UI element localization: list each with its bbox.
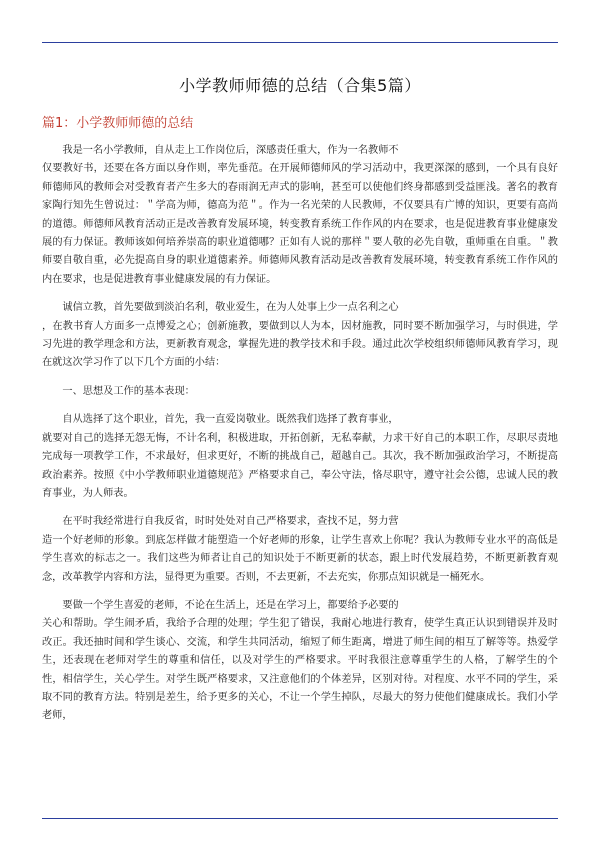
paragraph-2-first-line: 诚信立教，首先要做到淡泊名利，敬业爱生，在为人处事上少一点名利之心 (62, 302, 399, 314)
paragraph-3-body: 就要对自己的选择无怨无悔，不计名利，积极进取，开拓创新，无私奉献，力求干好自己的本职工作，尽职尽责地完成每一项教学工作，不求最好，但求更好，不断的挑战自己，超越自己。其次，我不断加强政治学习，不断提高政治素养。按照《中小学教师职业道德规范》严格要求自己，奉公守法，恪尽职守，遵守社会公德，忠诚人民的教育事业，为人师表。 (42, 432, 558, 499)
section-title: 篇1：小学教师师德的总结 (42, 116, 194, 131)
subheading-text: 一、思想及工作的基本表现： (62, 385, 195, 397)
subheading-basic-performance (42, 383, 558, 401)
footer-rule (42, 818, 558, 819)
paragraph-1 (42, 142, 558, 289)
paragraph-5-first-line: 要做一个学生喜爱的老师，不论在生活上，还是在学习上，都要给予必要的 (62, 599, 399, 611)
paragraph-5 (42, 597, 558, 726)
header-rule (42, 42, 558, 43)
paragraph-5-body: 关心和帮助。学生闹矛盾，我给予合理的处理；学生犯了错误，我耐心地进行教育，使学生真正认识到错误并及时改正。我还抽时间和学生谈心、交流，和学生共同活动，缩短了师生距离，增进了师生间的相互了解等等。热爱学生，还表现在老师对学生的尊重和信任，以及对学生的严格要求。平时我很注意尊重学生的人格，了解学生的个性，相信学生，关心学生。对学生既严格要求，又注意他们的个体差异，区别对待。对程度、水平不同的学生，采取不同的教育方法。特别是差生，给予更多的关心，不让一个学生掉队，尽最大的努力使他们健康成长。我们小学老师， (42, 618, 558, 722)
paragraph-4-body: 造一个好老师的形象。到底怎样做才能塑造一个好老师的形象，让学生喜欢上你呢？我认为教师专业水平的高低是学生喜欢的标志之一。我们这些为师者让自己的知识处于不断更新的状态，跟上时代发展趋势，不断更新教育观念，改革教学内容和方法，显得更为重要。否则，不去更新，不去充实，你那点知识就是一桶死水。 (42, 534, 558, 583)
paragraph-2-body: ，在教书育人方面多一点博爱之心；创新施教，要做到以人为本，因材施教，同时要不断加强学习，与时俱进，学习先进的教学理念和方法，更新教育观念，掌握先进的教学技术和手段。通过此次学校组织师德师风教育学习，现在就这次学习作了以下几个方面的小结： (42, 320, 558, 369)
paragraph-3-first-line: 自从选择了这个职业，首先，我一直爱岗敬业。既然我们选择了教育事业， (62, 414, 399, 426)
paragraph-4 (42, 513, 558, 587)
paragraph-1-first-line: 我是一名小学教师，自从走上工作岗位后，深感责任重大，作为一名教师不 (62, 145, 399, 156)
paragraph-2 (42, 299, 558, 373)
paragraph-3 (42, 411, 558, 503)
paragraph-1-body: 仅要教好书，还要在各方面以身作则，率先垂范。在开展师德师风的学习活动中，我更深深的感到，一个具有良好师德师风的教师会对受教育者产生多大的春雨润无声式的影响，甚至可以使他们终身都感到受益匪浅。著名的教育家陶行知先生曾说过：＂学高为师，德高为范＂。作为一名光荣的人民教师，不仅要具有广博的知识，更要有高尚的道德。师德师风教育活动正是改善教育发展环境，转变教育系统工作作风的内在要求，也是促进教育事业健康发展的有力保证。教师该如何培养崇高的职业道德哪？正如有人说的那样＂要人敬的必先自敬，重师重在自重。＂教师要自敬自重，必先提高自身的职业道德素养。师德师风教育活动是改善教育发展环境，转变教育系统工作作风的内在要求，也是促进教育事业健康发展的有力保证。 (42, 163, 558, 285)
document-title: 小学教师师德的总结（合集5篇） (179, 76, 421, 95)
document-body (42, 74, 558, 736)
paragraph-4-first-line: 在平时我经常进行自我反省，时时处处对自己严格要求，查找不足，努力营 (62, 516, 399, 528)
